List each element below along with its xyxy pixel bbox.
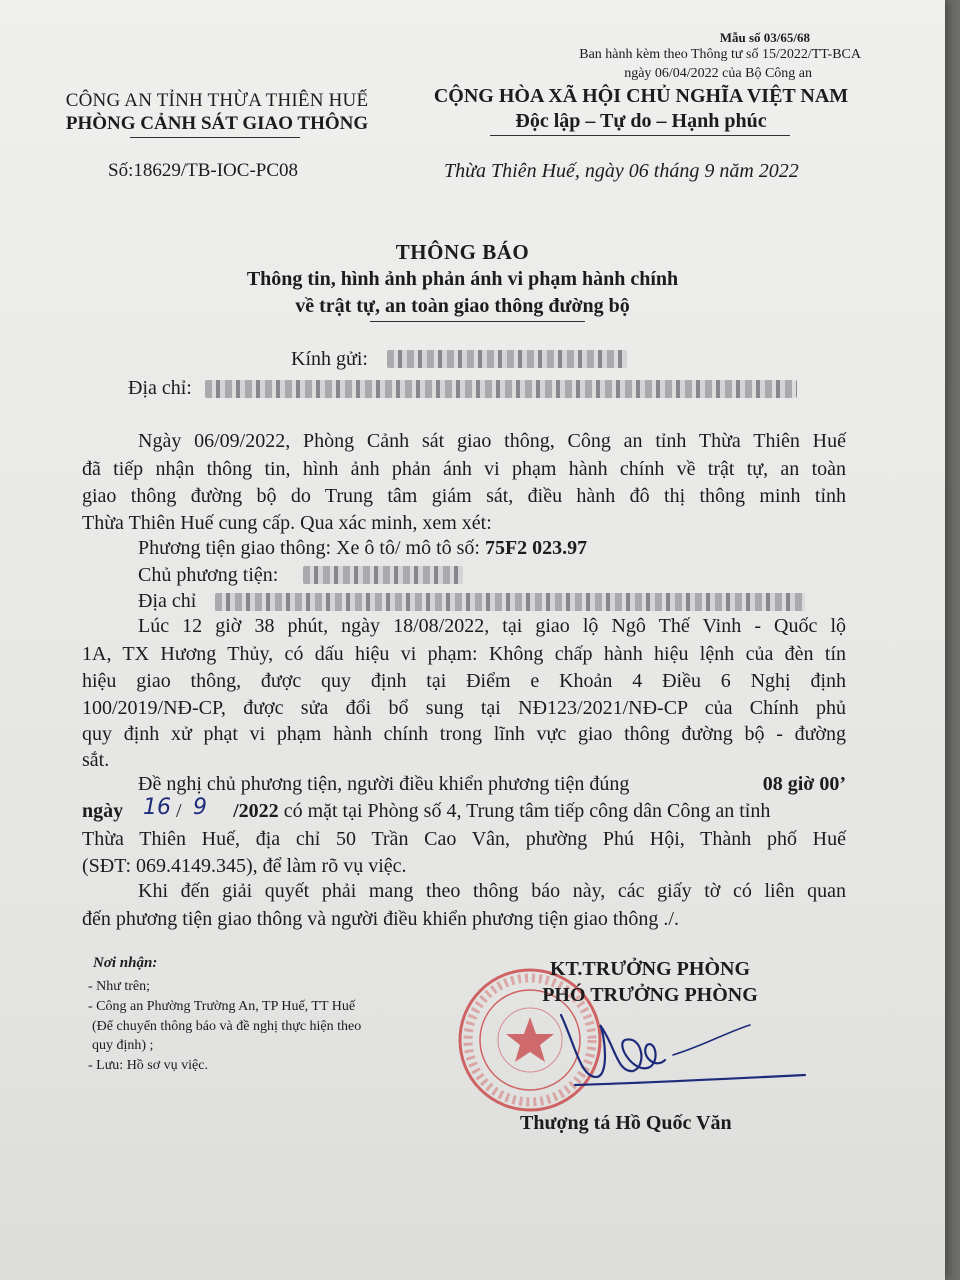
appointment-date-line: ngày /2022 có mặt tại Phòng số 4, Trung tâm tiếp công dân Công an tỉnh xyxy=(82,800,771,822)
document-number: Số:18629/TB-IOC-PC08 xyxy=(108,160,299,181)
body-text-line: (SĐT: 069.4149.345), để làm rõ vụ việc. xyxy=(82,855,407,877)
body-text-line: Thừa Thiên Huế, địa chỉ 50 Trần Cao Vân, phường Phú Hội, Thành phố Huế xyxy=(82,828,846,850)
redacted-owner xyxy=(303,566,463,584)
vehicle-line xyxy=(138,537,587,560)
recipient-line: (Để chuyển thông báo và đề nghị thực hiện theo xyxy=(92,1019,362,1034)
owner-address-label: Địa chỉ xyxy=(138,590,197,612)
divider xyxy=(490,135,790,136)
national-motto: Độc lập – Tự do – Hạnh phúc xyxy=(515,110,767,132)
addressee-label: Kính gửi: xyxy=(291,348,368,370)
body-text-line: hiệu giao thông, được quy định tại Điểm e Khoản 4 Điều 6 Nghị định xyxy=(82,670,846,692)
recipients-heading: Nơi nhận: xyxy=(93,955,158,971)
issuing-department: PHÒNG CẢNH SÁT GIAO THÔNG xyxy=(65,113,369,134)
recipient-line: quy định) ; xyxy=(92,1038,154,1053)
body-text-line: 1A, TX Hương Thủy, có dấu hiệu vi phạm: Không chấp hành hiệu lệnh của đèn tín xyxy=(82,643,846,665)
body-text-line: Ngày 06/09/2022, Phòng Cảnh sát giao thông, Công an tỉnh Thừa Thiên Huế xyxy=(138,430,846,452)
body-text-line: Khi đến giải quyết phải mang theo thông báo này, các giấy tờ có liên quan xyxy=(138,880,846,902)
address-label: Địa chỉ: xyxy=(128,377,192,399)
body-text-line: Lúc 12 giờ 38 phút, ngày 18/08/2022, tại giao lộ Ngô Thế Vinh - Quốc lộ xyxy=(138,615,846,637)
body-text-line: giao thông đường bộ do Trung tâm giám sát, điều hành đô thị thông minh tỉnh xyxy=(82,485,846,507)
place-and-date: Thừa Thiên Huế, ngày 06 tháng 9 năm 2022 xyxy=(444,160,799,182)
document-title: THÔNG BÁO xyxy=(395,240,530,264)
redacted-name xyxy=(387,350,627,368)
form-reference-line2: ngày 06/04/2022 của Bộ Công an xyxy=(624,66,812,81)
divider xyxy=(370,321,585,322)
divider xyxy=(130,137,300,138)
body-text-line: đến phương tiện giao thông và người điều khiển phương tiện giao thông ./. xyxy=(82,908,679,930)
body-text-line: quy định xử phạt vi phạm hành chính trong lĩnh vực giao thông đường bộ - đường xyxy=(82,723,846,745)
day-label: ngày xyxy=(82,800,124,822)
handwritten-month: 9 xyxy=(193,795,207,820)
redacted-address xyxy=(205,380,797,398)
recipient-line: - Công an Phường Trường An, TP Huế, TT Huế xyxy=(88,999,356,1014)
body-text-line: 100/2019/NĐ-CP, được sửa đổi bổ sung tại NĐ123/2021/NĐ-CP của Chính phủ xyxy=(82,697,846,719)
body-text-line: Thừa Thiên Huế cung cấp. Qua xác minh, xem xét: xyxy=(82,512,492,534)
body-text-line: sắt. xyxy=(82,749,110,771)
body-text-line: Đề nghị chủ phương tiện, người điều khiển phương tiện đúng 08 giờ 00’ xyxy=(138,773,846,795)
form-reference-line1: Ban hành kèm theo Thông tư số 15/2022/TT-BCA xyxy=(579,47,861,62)
document-subtitle-line1: Thông tin, hình ảnh phản ánh vi phạm hành chính xyxy=(246,268,679,290)
handwritten-day: 16 xyxy=(143,795,171,820)
body-text-line: đã tiếp nhận thông tin, hình ảnh phản ánh vi phạm hành chính về trật tự, an toàn xyxy=(82,458,846,480)
signature-title: KT.TRƯỞNG PHÒNG xyxy=(550,958,750,980)
recipient-line: - Lưu: Hồ sơ vụ việc. xyxy=(88,1058,208,1073)
document-subtitle-line2: về trật tự, an toàn giao thông đường bộ xyxy=(295,295,630,317)
redacted-owner-address xyxy=(215,593,805,611)
license-plate: 75F2 023.97 xyxy=(484,537,588,559)
national-title: CỘNG HÒA XÃ HỘI CHỦ NGHĨA VIỆT NAM xyxy=(433,85,849,107)
owner-label: Chủ phương tiện: xyxy=(138,564,279,586)
handwritten-signature xyxy=(555,1005,815,1095)
appointment-time: 08 giờ 00’ xyxy=(762,773,846,795)
form-code: Mẫu số 03/65/68 xyxy=(719,30,810,45)
issuing-authority: CÔNG AN TỈNH THỪA THIÊN HUẾ xyxy=(65,90,369,111)
recipient-line: - Như trên; xyxy=(88,979,151,994)
signer-name: Thượng tá Hồ Quốc Văn xyxy=(520,1112,732,1134)
date-separator: / xyxy=(176,800,182,822)
vehicle-label: Phương tiện giao thông: Xe ô tô/ mô tô số: xyxy=(138,537,480,559)
appointment-year: /2022 xyxy=(233,800,279,822)
signature-subtitle: PHÓ TRƯỞNG PHÒNG xyxy=(542,984,758,1006)
